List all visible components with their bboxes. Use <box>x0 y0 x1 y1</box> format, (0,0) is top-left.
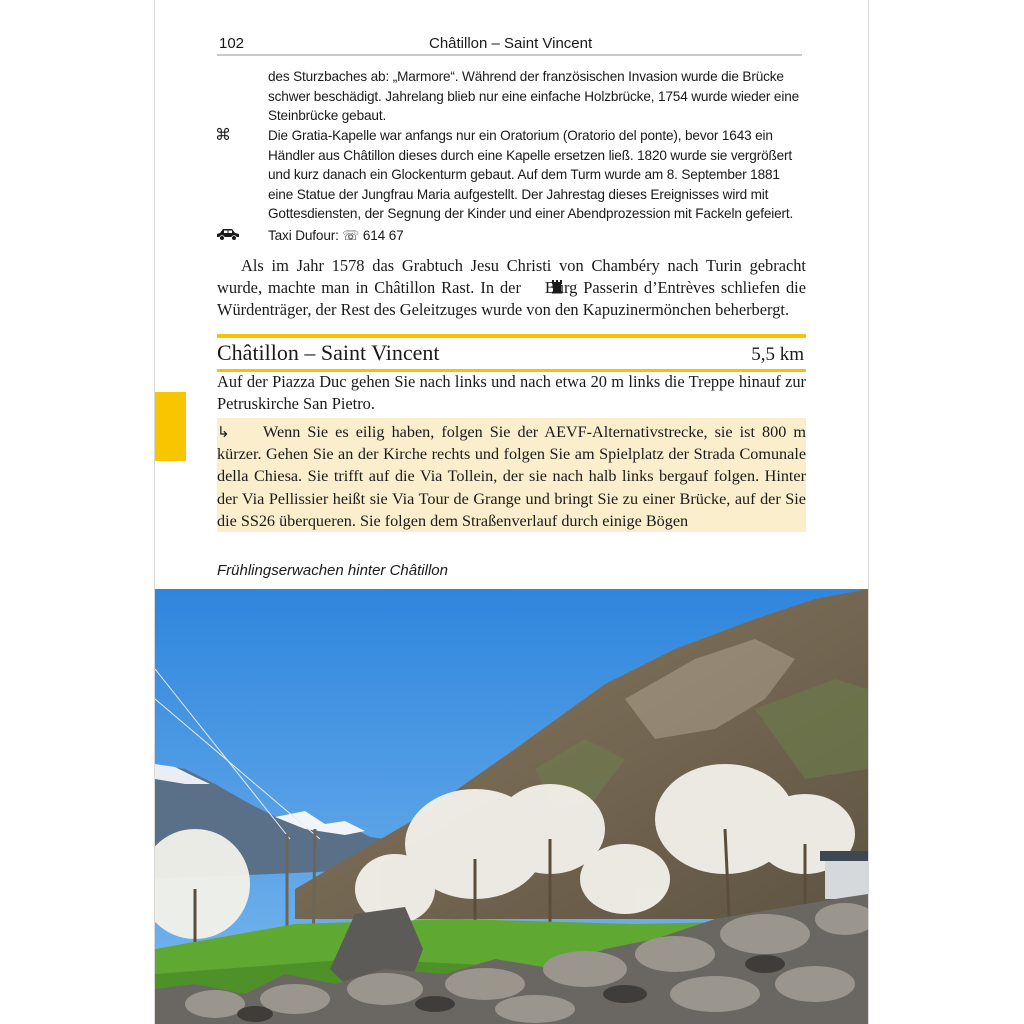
taxi-line <box>268 226 808 246</box>
section-header <box>217 334 806 372</box>
page-header <box>217 34 802 56</box>
info-block-chapel <box>268 126 808 224</box>
section-distance: 5,5 km <box>751 344 804 365</box>
info-block <box>268 67 808 126</box>
info-paragraph-chapel: Die Gratia-Kapelle war anfangs nur ein Oratorium (Oratorio del ponte), bevor 1643 ein Händler aus Châtillon dieses durch eine Kapelle ersetzen ließ. 1820 wurde sie vergrößert und kurz danach ein Glockenturm gebaut. Auf dem Turm wurde am 8. September 1881 eine Statue der Jungfrau Maria aufgestellt. Der Jahrestag dieses Ereignisses wird mit Gottesdiensten, der Segnung der Kinder und einer Abendprozession mit Fackeln gefeiert. <box>268 128 794 221</box>
running-title: Châtillon – Saint Vincent <box>429 35 593 52</box>
body-text-after: Burg Passerin d’Entrèves schliefen die Würdenträger, der Rest des Geleitzuges wurde von den Kapuzinermönchen beherbergt. <box>217 278 806 320</box>
alternative-route-icon: ↳ <box>217 423 230 441</box>
info-paragraph-bridge: des Sturzbaches ab: „Marmore“. Während der französischen Invasion wurde die Brücke schwer beschädigt. Jahrelang blieb nur eine einfache Holzbrücke, 1754 wurde wieder eine Steinbrücke gebaut. <box>268 69 800 123</box>
book-page <box>155 0 868 1024</box>
alternative-route-paragraph <box>217 421 806 532</box>
section-title: Châtillon – Saint Vincent <box>217 340 440 365</box>
alternative-route-box <box>217 418 806 532</box>
alternative-route-text: Wenn Sie es eilig haben, folgen Sie der AEVF-Alternativstrecke, sie ist 800 m kürzer. Gehen Sie an der Kirche rechts und folgen Sie am Spielplatz der Strada Comunale della Chiesa. Sie trifft auf die Via Tollein, der sie nach halb links bergauf folgen. Hinter der Via Pellissier heißt sie Via Tour de Grange und bringt Sie zu einer Brücke, auf der Sie die SS26 überqueren. Sie folgen dem Straßenverlauf durch einige Bögen <box>217 423 806 530</box>
taxi-contact: Taxi Dufour: ☏ 614 67 <box>268 228 404 243</box>
landscape-photo <box>155 589 868 1024</box>
section-intro: Auf der Piazza Duc gehen Sie nach links und nach etwa 20 m links die Treppe hinauf zur Petruskirche San Pietro. <box>217 372 806 414</box>
page-number: 102 <box>219 35 245 52</box>
photo-caption: Frühlingserwachen hinter Châtillon <box>217 562 448 579</box>
car-icon <box>215 226 241 247</box>
chapter-tab <box>155 392 186 461</box>
body-paragraph-shroud <box>217 255 806 322</box>
place-of-interest-icon: ⌘ <box>215 127 231 144</box>
body-text-before: Als im Jahr 1578 das Grabtuch Jesu Christi von Chambéry nach Turin gebracht wurde, machte man in Châtillon Rast. In der <box>217 256 806 298</box>
castle-icon <box>527 278 539 292</box>
